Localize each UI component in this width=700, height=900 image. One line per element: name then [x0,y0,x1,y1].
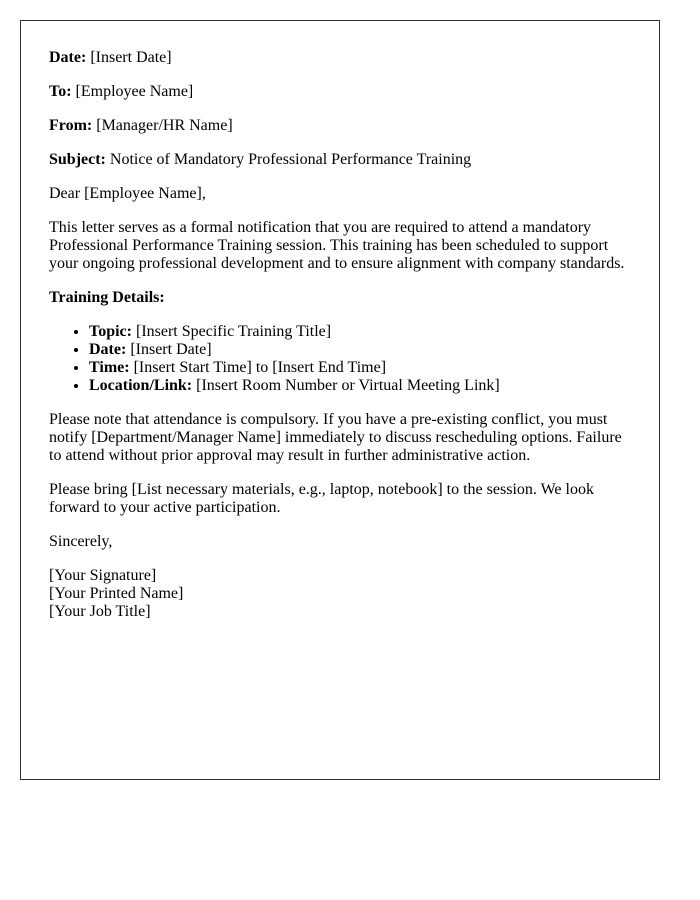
training-date-label: Date: [89,341,127,358]
to-line [49,83,631,101]
training-date-value: [Insert Date] [130,341,212,358]
time-label: Time: [89,359,130,376]
topic-value: [Insert Specific Training Title] [135,323,332,340]
date-value: [Insert Date] [90,49,172,66]
printed-name-line: [Your Printed Name] [49,585,184,602]
date-label: Date: [49,49,87,66]
list-item-time [89,359,631,377]
list-item-date [89,341,631,359]
time-value: [Insert Start Time] to [Insert End Time] [133,359,387,376]
list-item-location [89,377,631,395]
attendance-paragraph: Please note that attendance is compulsory. If you have a pre-existing conflict, you must notify [Department/Manager Name] immediately to discuss rescheduling options. Failure to attend without prior approval may result in further administrative action. [49,411,622,464]
location-value: [Insert Room Number or Virtual Meeting Link] [196,377,500,394]
from-label: From: [49,117,93,134]
subject-value: Notice of Mandatory Professional Performance Training [109,151,472,168]
training-details-list [49,323,631,395]
signature-line: [Your Signature] [49,567,157,584]
topic-label: Topic: [89,323,132,340]
training-details-heading-text: Training Details: [49,289,165,306]
intro-paragraph: This letter serves as a formal notification that you are required to attend a mandatory Professional Performance Training session. This training has been scheduled to support your ongoing professional development and to ensure alignment with company standards. [49,219,625,272]
job-title-line: [Your Job Title] [49,603,151,620]
from-value: [Manager/HR Name] [96,117,233,134]
date-line [49,49,631,67]
letter-document [20,20,660,780]
greeting: Dear [Employee Name], [49,185,206,202]
closing: Sincerely, [49,533,113,550]
to-value: [Employee Name] [75,83,194,100]
to-label: To: [49,83,72,100]
subject-line [49,151,631,169]
materials-paragraph: Please bring [List necessary materials, e.g., laptop, notebook] to the session. We look forward to your active participation. [49,481,594,516]
list-item-topic [89,323,631,341]
training-details-heading [49,289,631,307]
from-line [49,117,631,135]
location-label: Location/Link: [89,377,193,394]
subject-label: Subject: [49,151,106,168]
signature-block [49,567,631,621]
